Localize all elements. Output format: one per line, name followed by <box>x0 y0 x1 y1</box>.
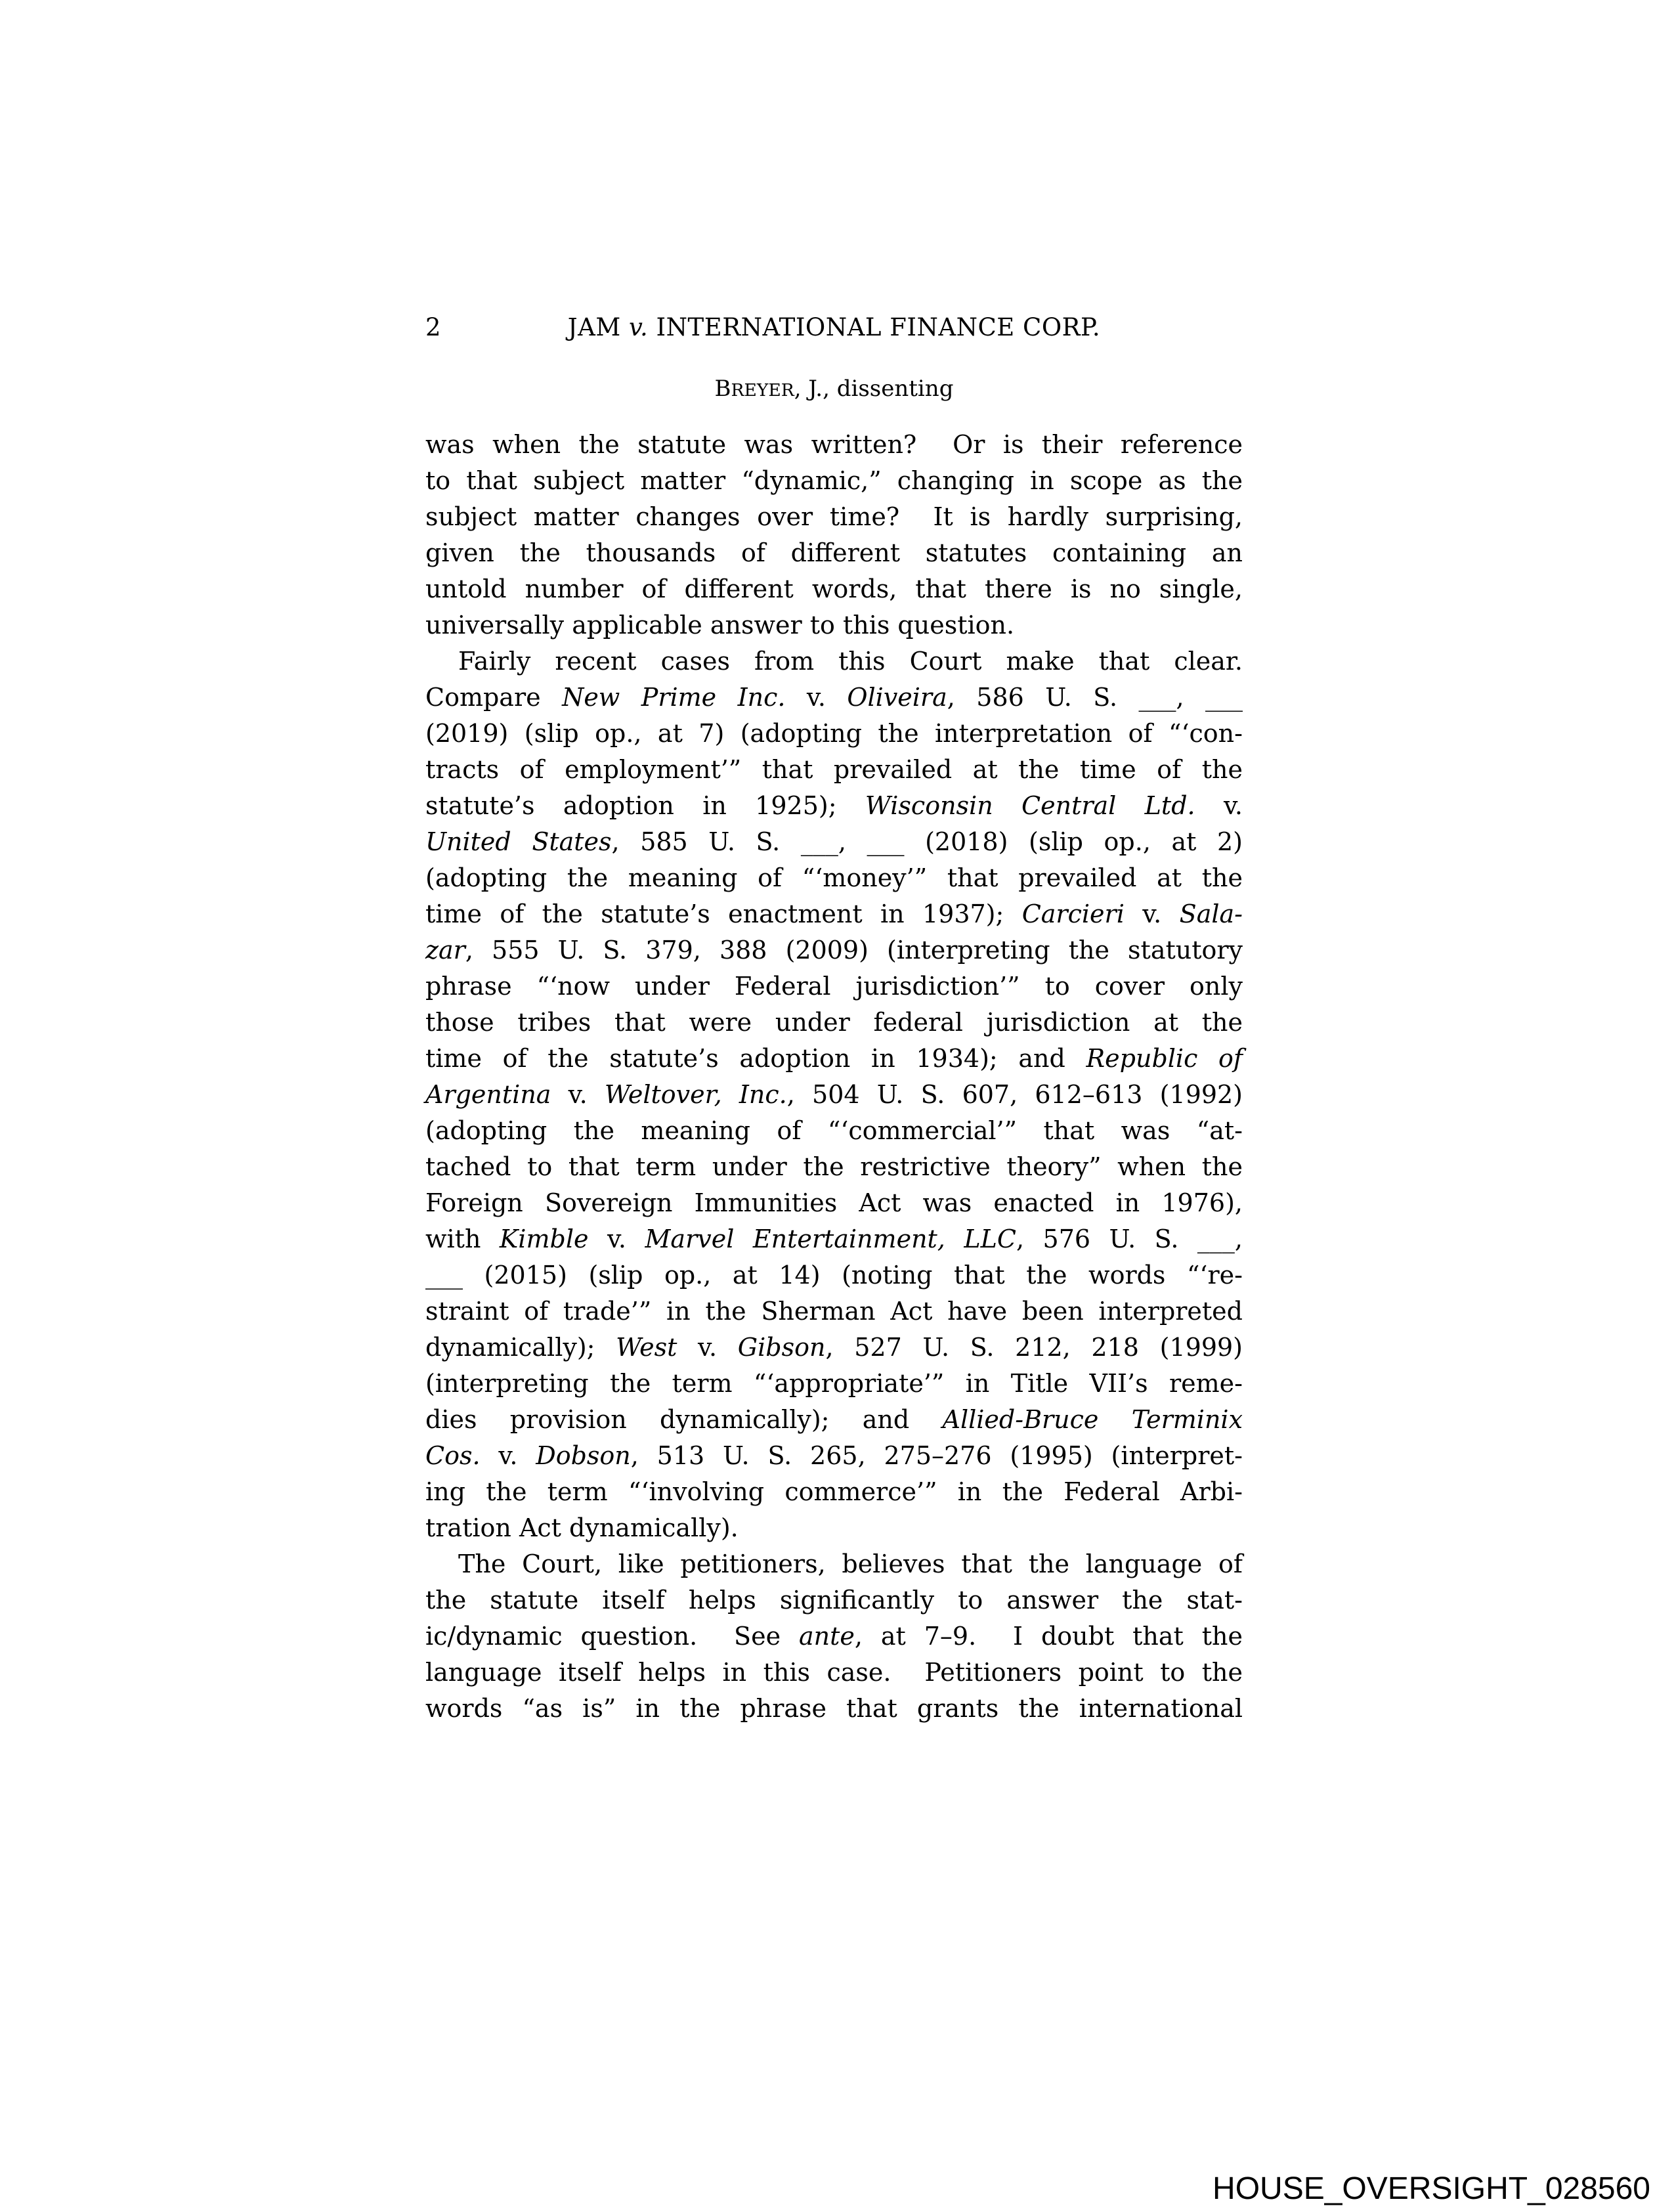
text-segment: United States <box>425 827 612 856</box>
text-line <box>425 1041 1243 1077</box>
text-line <box>425 1510 1243 1546</box>
text-segment: dynamically); <box>425 1333 616 1362</box>
text-segment: phrase “‘now under Federal jurisdiction’” to cover only <box>425 972 1243 1001</box>
opinion-caption <box>425 374 1243 404</box>
text-segment: ic/dynamic question. See <box>425 1622 799 1651</box>
text-segment: Republic of <box>1086 1044 1243 1073</box>
text-segment: (interpreting the term “‘appropriate’” in Title VII’s reme- <box>425 1369 1243 1398</box>
text-segment: Sala- <box>1179 900 1243 928</box>
text-segment: Wisconsin Central Ltd. <box>865 791 1195 820</box>
text-segment: JAM <box>567 313 629 341</box>
text-segment: , J., dissenting <box>794 376 954 402</box>
text-segment: tration Act dynamically). <box>425 1513 739 1542</box>
text-segment: Argentina <box>425 1080 551 1109</box>
text-segment: time of the statute’s enactment in 1937); <box>425 900 1022 928</box>
text-line <box>425 607 1243 643</box>
text-segment: universally applicable answer to this question. <box>425 611 1015 640</box>
text-segment: v. <box>1124 900 1180 928</box>
text-line <box>425 1691 1243 1727</box>
text-segment: v. <box>1195 791 1243 820</box>
text-segment: v. <box>785 683 848 712</box>
text-segment: was when the statute was written? Or is their reference <box>425 430 1243 459</box>
text-segment: (adopting the meaning of “‘commercial’” that was “at- <box>425 1116 1243 1145</box>
text-segment: , 585 U. S. ___, ___ (2018) (slip op., at 2) <box>611 827 1243 856</box>
text-line <box>425 1330 1243 1366</box>
text-segment: statute’s adoption in 1925); <box>425 791 865 820</box>
text-segment: words “as is” in the phrase that grants the international <box>425 1694 1243 1723</box>
text-line <box>425 968 1243 1005</box>
text-line <box>425 1546 1243 1582</box>
text-line <box>425 1257 1243 1293</box>
text-segment: v. <box>677 1333 738 1362</box>
text-line <box>425 680 1243 716</box>
text-segment: Compare <box>425 683 563 712</box>
text-segment: Fairly recent cases from this Court make that clear. <box>458 647 1243 676</box>
text-segment: Oliveira <box>847 683 947 712</box>
text-segment: , 504 U. S. 607, 612–613 (1992) <box>786 1080 1243 1109</box>
text-segment: subject matter changes over time? It is hardly surprising, <box>425 502 1243 531</box>
text-line <box>425 1005 1243 1041</box>
text-line <box>425 1293 1243 1330</box>
text-segment: v. <box>588 1225 645 1253</box>
text-line <box>425 535 1243 571</box>
text-segment: to that subject matter “dynamic,” changing in scope as the <box>425 466 1243 495</box>
text-line <box>425 1474 1243 1510</box>
text-segment: ___ (2015) (slip op., at 14) (noting that the words “‘re- <box>425 1261 1243 1290</box>
text-line <box>425 1582 1243 1618</box>
text-line <box>425 824 1243 860</box>
text-line <box>425 1113 1243 1149</box>
text-segment: those tribes that were under federal jurisdiction at the <box>425 1008 1243 1037</box>
text-segment: West <box>616 1333 677 1362</box>
text-segment: dies provision dynamically); and <box>425 1405 943 1434</box>
bates-stamp: HOUSE_OVERSIGHT_028560 <box>1213 2171 1650 2206</box>
text-segment: Weltover, Inc. <box>604 1080 787 1109</box>
text-segment: , 527 U. S. 212, 218 (1999) <box>825 1333 1243 1362</box>
text-line <box>425 427 1243 463</box>
text-line <box>425 643 1243 680</box>
text-segment: tached to that term under the restrictive theory” when the <box>425 1152 1243 1181</box>
text-segment: Marvel Entertainment, LLC <box>645 1225 1016 1253</box>
text-segment: Allied-Bruce Terminix <box>942 1405 1243 1434</box>
text-segment: REYER <box>731 380 794 401</box>
text-segment: language itself helps in this case. Petitioners point to the <box>425 1658 1243 1687</box>
text-segment: Dobson <box>536 1441 631 1470</box>
text-segment: untold number of different words, that there is no single, <box>425 575 1243 603</box>
text-segment: tracts of employment’” that prevailed at the time of the <box>425 755 1243 784</box>
text-segment: The Court, like petitioners, believes that the language of <box>458 1550 1243 1578</box>
text-line <box>425 752 1243 788</box>
text-line <box>425 788 1243 824</box>
text-segment: INTERNATIONAL FINANCE CORP. <box>648 313 1101 341</box>
text-segment: , 576 U. S. ___, <box>1016 1225 1243 1253</box>
text-line <box>425 1618 1243 1655</box>
text-segment: ante <box>798 1622 855 1651</box>
text-segment: Gibson <box>737 1333 826 1362</box>
text-segment: straint of trade’” in the Sherman Act have been interpreted <box>425 1297 1243 1326</box>
text-segment: New Prime Inc. <box>562 683 786 712</box>
text-line <box>425 1149 1243 1185</box>
text-segment: v. <box>480 1441 536 1470</box>
body-text <box>425 427 1243 1727</box>
text-segment: v. <box>628 313 649 341</box>
text-segment: Kimble <box>499 1225 589 1253</box>
text-line <box>425 1366 1243 1402</box>
text-line <box>425 1655 1243 1691</box>
text-line <box>425 499 1243 535</box>
text-segment: , 586 U. S. ___, ___ <box>947 683 1243 712</box>
text-line <box>425 716 1243 752</box>
text-segment: Foreign Sovereign Immunities Act was enacted in 1976), <box>425 1188 1243 1217</box>
text-segment: , 513 U. S. 265, 275–276 (1995) (interpret- <box>630 1441 1243 1470</box>
text-line <box>425 896 1243 932</box>
text-segment: ing the term “‘involving commerce’” in the Federal Arbi- <box>425 1477 1243 1506</box>
text-line <box>425 1438 1243 1474</box>
text-segment: with <box>425 1225 500 1253</box>
page-number: 2 <box>425 313 442 341</box>
text-segment: , 555 U. S. 379, 388 (2009) (interpreting the statutory <box>465 936 1243 965</box>
text-line <box>425 1185 1243 1221</box>
text-segment: zar <box>425 936 465 965</box>
text-segment: Carcieri <box>1021 900 1125 928</box>
text-line <box>425 1221 1243 1257</box>
text-line <box>425 1402 1243 1438</box>
running-head <box>425 313 1243 342</box>
text-line <box>425 860 1243 896</box>
text-line <box>425 932 1243 968</box>
text-line <box>425 571 1243 607</box>
text-segment: v. <box>551 1080 605 1109</box>
text-line <box>425 463 1243 499</box>
text-segment: Cos. <box>425 1441 481 1470</box>
text-segment: the statute itself helps significantly to answer the stat- <box>425 1586 1243 1615</box>
text-segment: (adopting the meaning of “‘money’” that prevailed at the <box>425 863 1243 892</box>
text-segment: (2019) (slip op., at 7) (adopting the interpretation of “‘con- <box>425 719 1243 748</box>
text-segment: , at 7–9. I doubt that the <box>854 1622 1243 1651</box>
text-segment: B <box>714 376 731 402</box>
text-line <box>425 1077 1243 1113</box>
running-head-title <box>425 313 1243 342</box>
text-segment: time of the statute’s adoption in 1934); and <box>425 1044 1086 1073</box>
text-segment: given the thousands of different statutes containing an <box>425 538 1243 567</box>
